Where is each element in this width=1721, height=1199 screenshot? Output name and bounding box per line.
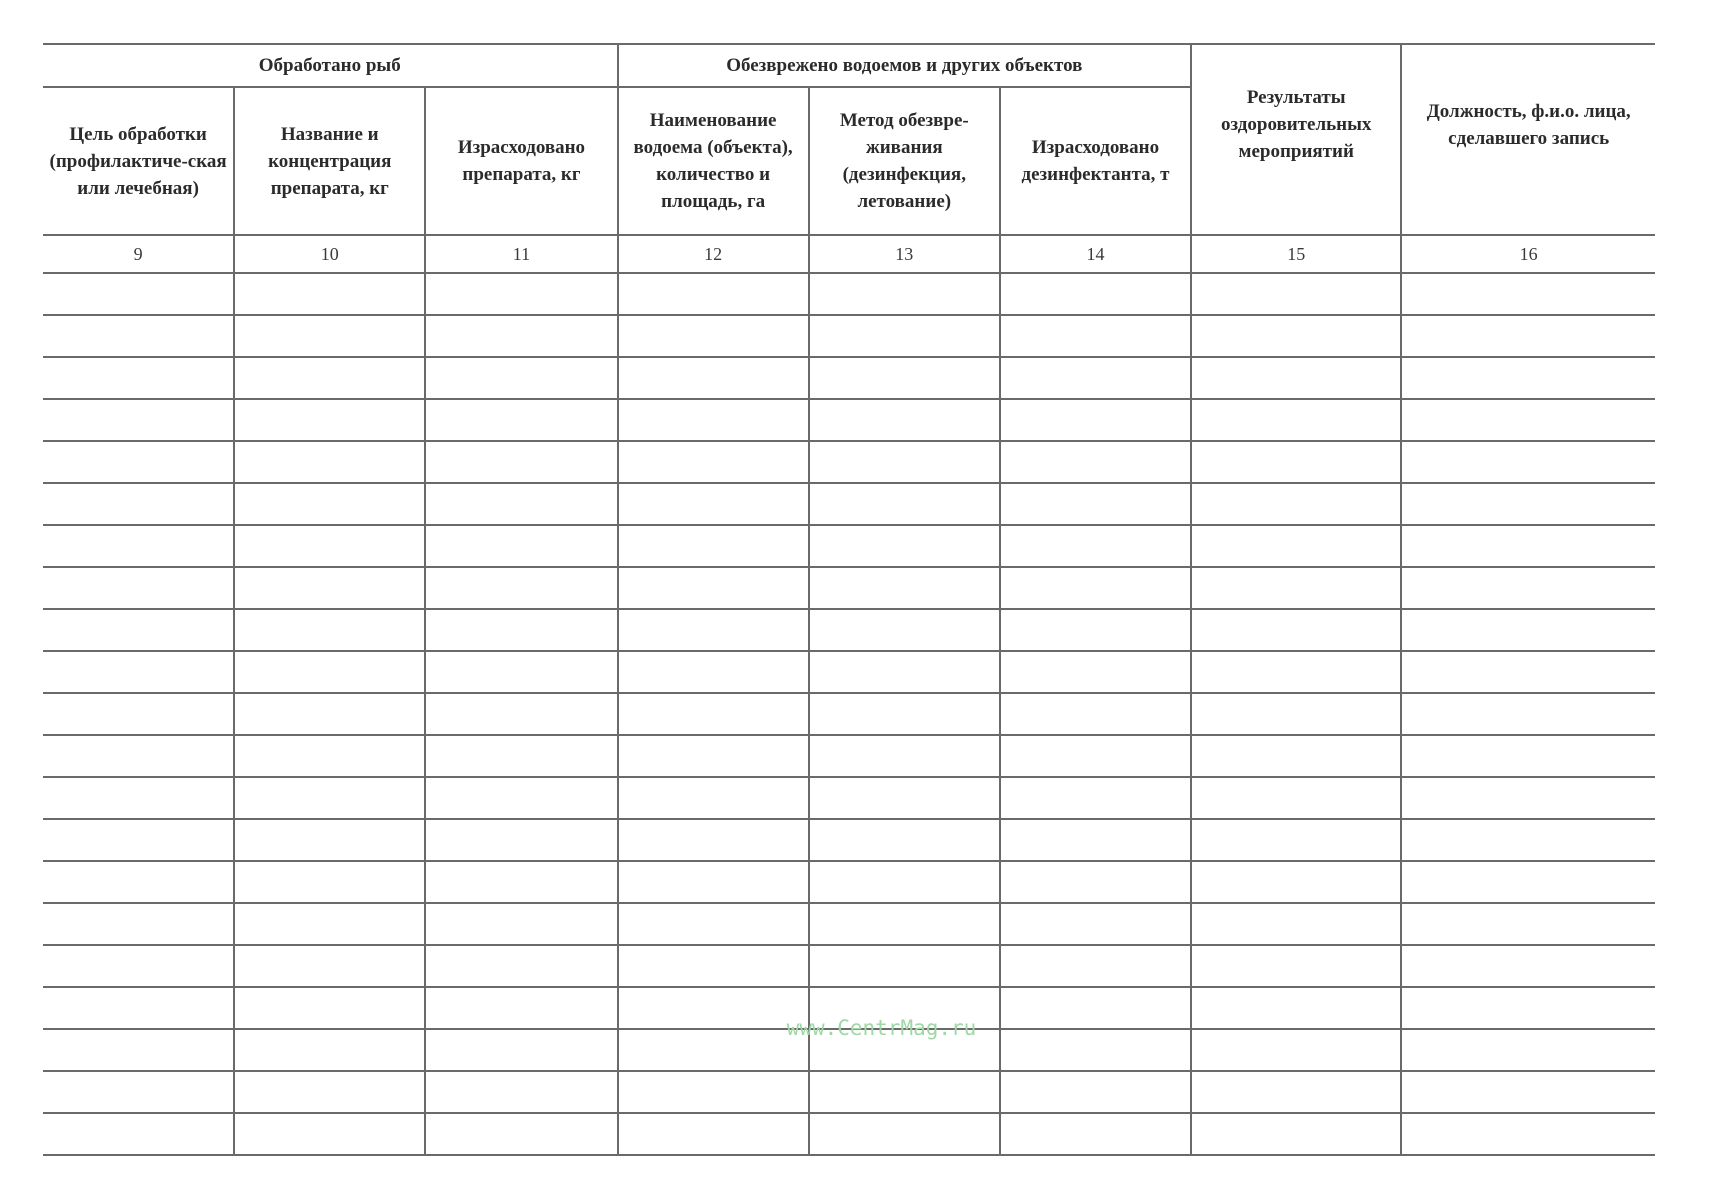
table-cell: [1401, 1071, 1655, 1113]
table-row: [43, 357, 1655, 399]
table-cell: [1401, 567, 1655, 609]
table-cell: [1401, 273, 1655, 315]
table-cell: [234, 987, 425, 1029]
table-cell: [43, 693, 234, 735]
table-cell: [1000, 273, 1191, 315]
table-cell: [618, 273, 809, 315]
table-row: [43, 861, 1655, 903]
table-cell: [618, 567, 809, 609]
table-cell: [1401, 609, 1655, 651]
table-row: [43, 819, 1655, 861]
table-cell: [1000, 651, 1191, 693]
table-cell: [234, 567, 425, 609]
table-cell: [1000, 1071, 1191, 1113]
table-cell: [1401, 441, 1655, 483]
table-cell: [809, 1071, 1000, 1113]
table-cell: [809, 861, 1000, 903]
table-cell: [809, 1113, 1000, 1155]
table-cell: [618, 987, 809, 1029]
table-cell: [1401, 903, 1655, 945]
journal-table: [43, 43, 1655, 1156]
table-cell: [1191, 357, 1401, 399]
column-header-15-label: Результаты оздоровительных мероприятий: [1220, 87, 1372, 162]
table-cell: [1000, 819, 1191, 861]
table-cell: [1000, 315, 1191, 357]
table-cell: [1000, 945, 1191, 987]
table-cell: [1401, 861, 1655, 903]
table-cell: [43, 903, 234, 945]
column-header-11: Израсходовано препарата, кг: [425, 87, 617, 235]
watermark-text: www.CentrMag.ru: [786, 1016, 977, 1040]
table-cell: [1000, 1029, 1191, 1071]
table-cell: [234, 819, 425, 861]
table-cell: [425, 567, 617, 609]
group-header-fish: Обработано рыб: [43, 44, 618, 87]
table-cell: [43, 315, 234, 357]
table-cell: [809, 273, 1000, 315]
table-cell: [1000, 609, 1191, 651]
table-cell: [1000, 567, 1191, 609]
column-number-12: 12: [618, 235, 809, 273]
table-cell: [1401, 693, 1655, 735]
table-cell: [618, 525, 809, 567]
table-cell: [809, 735, 1000, 777]
table-cell: [618, 315, 809, 357]
column-header-12: Наименование водоема (объекта), количество и площадь, га: [618, 87, 809, 235]
table-cell: [1191, 1029, 1401, 1071]
table-cell: [1000, 357, 1191, 399]
table-cell: [425, 273, 617, 315]
table-cell: [1000, 441, 1191, 483]
table-cell: [618, 357, 809, 399]
table-cell: [1000, 399, 1191, 441]
table-cell: [618, 819, 809, 861]
table-cell: [1401, 1113, 1655, 1155]
table-cell: [809, 945, 1000, 987]
table-cell: [618, 903, 809, 945]
table-row: [43, 399, 1655, 441]
table-cell: [425, 819, 617, 861]
table-cell: [234, 735, 425, 777]
table-cell: [43, 777, 234, 819]
table-cell: [234, 483, 425, 525]
table-cell: [618, 609, 809, 651]
table-cell: [809, 525, 1000, 567]
table-cell: [618, 1071, 809, 1113]
table-cell: [425, 735, 617, 777]
table-cell: [43, 861, 234, 903]
table-cell: [43, 945, 234, 987]
table-row: [43, 567, 1655, 609]
table-cell: [1191, 441, 1401, 483]
column-header-13: Метод обезвре-живания (дезинфекция, летование): [809, 87, 1000, 235]
table-cell: [618, 945, 809, 987]
table-cell: [43, 483, 234, 525]
table-cell: [809, 609, 1000, 651]
table-cell: [1191, 777, 1401, 819]
table-cell: [809, 1029, 1000, 1071]
table-cell: [1401, 819, 1655, 861]
table-row: [43, 651, 1655, 693]
table-cell: [425, 525, 617, 567]
table-row: [43, 735, 1655, 777]
column-number-10: 10: [234, 235, 425, 273]
table-cell: [425, 357, 617, 399]
table-cell: [43, 1071, 234, 1113]
table-cell: [425, 399, 617, 441]
table-cell: [425, 987, 617, 1029]
column-number-15: 15: [1191, 235, 1401, 273]
table-cell: [618, 735, 809, 777]
table-row: [43, 1029, 1655, 1071]
table-cell: [234, 861, 425, 903]
table-cell: [809, 987, 1000, 1029]
column-number-11: 11: [425, 235, 617, 273]
column-number-16: 16: [1401, 235, 1655, 273]
table-cell: [809, 441, 1000, 483]
table-row: [43, 483, 1655, 525]
table-cell: [425, 945, 617, 987]
table-cell: [43, 357, 234, 399]
table-row: [43, 525, 1655, 567]
table-cell: [43, 987, 234, 1029]
table-cell: [1191, 861, 1401, 903]
table-cell: [234, 273, 425, 315]
column-header-15: [1191, 44, 1401, 235]
column-header-10: Название и концентрация препарата, кг: [234, 87, 425, 235]
table-cell: [809, 315, 1000, 357]
table-cell: [618, 483, 809, 525]
table-cell: [43, 735, 234, 777]
table-row: [43, 1113, 1655, 1155]
table-cell: [1191, 987, 1401, 1029]
table-cell: [425, 1113, 617, 1155]
table-cell: [1401, 777, 1655, 819]
table-cell: [425, 651, 617, 693]
table-cell: [1191, 903, 1401, 945]
group-header-row: [43, 44, 1655, 87]
table-row: [43, 945, 1655, 987]
table-row: [43, 609, 1655, 651]
table-cell: [618, 1113, 809, 1155]
table-cell: [1191, 273, 1401, 315]
table-cell: [425, 441, 617, 483]
table-cell: [1000, 903, 1191, 945]
table-cell: [43, 399, 234, 441]
table-cell: [234, 777, 425, 819]
table-cell: [43, 609, 234, 651]
column-number-14: 14: [1000, 235, 1191, 273]
table-cell: [43, 525, 234, 567]
table-cell: [43, 441, 234, 483]
table-cell: [1191, 819, 1401, 861]
table-cell: [425, 483, 617, 525]
table-cell: [234, 315, 425, 357]
table-cell: [1401, 483, 1655, 525]
column-number-row: [43, 235, 1655, 273]
table-cell: [234, 693, 425, 735]
table-cell: [809, 567, 1000, 609]
table-cell: [618, 861, 809, 903]
table-cell: [1401, 945, 1655, 987]
table-cell: [1191, 735, 1401, 777]
table-cell: [618, 399, 809, 441]
table-cell: [425, 315, 617, 357]
table-cell: [43, 1029, 234, 1071]
table-cell: [43, 651, 234, 693]
table-cell: [1191, 1113, 1401, 1155]
table-cell: [43, 567, 234, 609]
table-cell: [1191, 525, 1401, 567]
group-header-disinfected: Обезврежено водоемов и других объектов: [618, 44, 1192, 87]
column-number-9: 9: [43, 235, 234, 273]
table-cell: [809, 357, 1000, 399]
table-cell: [1191, 651, 1401, 693]
table-cell: [1191, 315, 1401, 357]
table-cell: [234, 945, 425, 987]
table-row: [43, 777, 1655, 819]
column-number-13: 13: [809, 235, 1000, 273]
column-header-16: [1401, 44, 1655, 235]
table-cell: [618, 1029, 809, 1071]
table-cell: [809, 651, 1000, 693]
table-cell: [1401, 735, 1655, 777]
table-row: [43, 903, 1655, 945]
table-cell: [1401, 987, 1655, 1029]
table-cell: [1401, 525, 1655, 567]
table-cell: [43, 1113, 234, 1155]
table-cell: [425, 777, 617, 819]
table-cell: [234, 1029, 425, 1071]
table-cell: [1000, 987, 1191, 1029]
table-cell: [618, 651, 809, 693]
table-cell: [809, 693, 1000, 735]
table-cell: [1401, 1029, 1655, 1071]
table-row: [43, 441, 1655, 483]
table-cell: [234, 651, 425, 693]
table-cell: [1000, 1113, 1191, 1155]
table-cell: [1000, 861, 1191, 903]
table-row: [43, 315, 1655, 357]
table-cell: [1191, 483, 1401, 525]
table-cell: [1401, 399, 1655, 441]
table-cell: [425, 903, 617, 945]
table-cell: [425, 609, 617, 651]
table-cell: [1000, 525, 1191, 567]
table-cell: [809, 483, 1000, 525]
table-cell: [1000, 777, 1191, 819]
table-cell: [1401, 651, 1655, 693]
table-cell: [1191, 693, 1401, 735]
table-cell: [1191, 1071, 1401, 1113]
table-cell: [234, 609, 425, 651]
table-cell: [425, 1029, 617, 1071]
table-cell: [809, 399, 1000, 441]
table-cell: [1191, 567, 1401, 609]
table-cell: [809, 903, 1000, 945]
table-cell: [809, 819, 1000, 861]
table-cell: [1401, 315, 1655, 357]
table-cell: [809, 777, 1000, 819]
table-cell: [1191, 609, 1401, 651]
table-cell: [234, 903, 425, 945]
table-row: [43, 273, 1655, 315]
table-row: [43, 1071, 1655, 1113]
table-row: [43, 987, 1655, 1029]
table-cell: [234, 1071, 425, 1113]
table-cell: [43, 273, 234, 315]
column-header-16-label: Должность, ф.и.о. лица, сделавшего запись: [1426, 100, 1631, 149]
table-cell: [618, 777, 809, 819]
table-cell: [234, 399, 425, 441]
table-cell: [234, 441, 425, 483]
table-row: [43, 693, 1655, 735]
table-cell: [43, 819, 234, 861]
column-header-9: Цель обработки (профилактиче-ская или лечебная): [43, 87, 234, 235]
table-cell: [425, 861, 617, 903]
table-cell: [1401, 357, 1655, 399]
table-cell: [618, 441, 809, 483]
table-cell: [425, 693, 617, 735]
table-cell: [1191, 399, 1401, 441]
table-cell: [234, 357, 425, 399]
table-cell: [234, 525, 425, 567]
column-header-14: Израсходовано дезинфектанта, т: [1000, 87, 1191, 235]
table-cell: [618, 693, 809, 735]
table-cell: [1191, 945, 1401, 987]
table-cell: [1000, 735, 1191, 777]
table-cell: [425, 1071, 617, 1113]
table-cell: [1000, 693, 1191, 735]
table-cell: [234, 1113, 425, 1155]
table-cell: [1000, 483, 1191, 525]
